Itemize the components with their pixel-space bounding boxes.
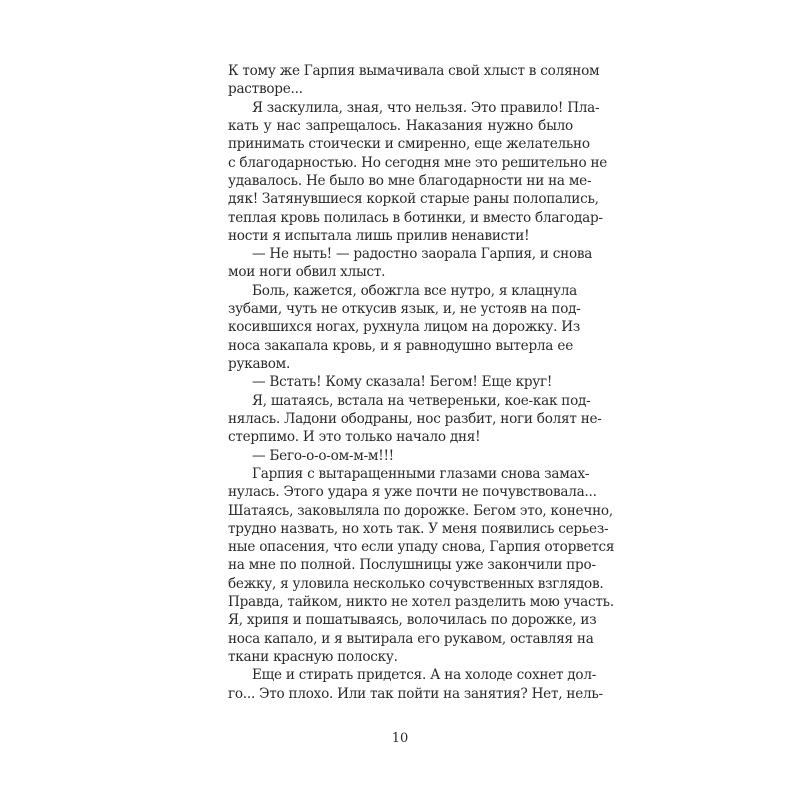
text-line: зубами, чуть не откусив язык, и, не устояв на под- bbox=[228, 301, 581, 318]
text-line: теплая кровь полилась в ботинки, и вместо благодар- bbox=[228, 209, 603, 226]
text-line: нулась. Этого удара я уже почти не почувствовала... bbox=[228, 484, 597, 501]
text-line: Я, шатаясь, встала на четвереньки, кое-как под- bbox=[252, 392, 591, 409]
text-line: Боль, кажется, обожгла все нутро, я клацнула bbox=[252, 282, 578, 299]
text-line: — Бего-о-о-ом-м-м!!! bbox=[252, 447, 394, 464]
text-line: мои ноги обвил хлыст. bbox=[228, 264, 386, 281]
text-line: Правда, тайком, никто не хотел разделить мою участь. bbox=[228, 594, 614, 611]
text-line: нялась. Ладони ободраны, нос разбит, ноги болят не- bbox=[228, 410, 602, 427]
text-line: го... Это плохо. Или так пойти на занятия? Нет, нель- bbox=[228, 685, 603, 702]
text-line: дяк! Затянувшиеся коркой старые раны полопались, bbox=[228, 191, 599, 208]
text-line: косившихся ногах, рухнула лицом на дорожку. Из bbox=[228, 319, 581, 336]
text-line: бежку, я уловила несколько сочувственных взглядов. bbox=[228, 575, 604, 592]
text-line: на мне по полной. Послушницы уже закончили про- bbox=[228, 557, 596, 574]
text-line: кать у нас запрещалось. Наказания нужно было bbox=[228, 117, 573, 134]
text-line: Гарпия с вытаращенными глазами снова замах- bbox=[252, 465, 590, 482]
text-line: растворе... bbox=[228, 81, 303, 98]
text-line: трудно назвать, но хоть так. У меня появились серьез- bbox=[228, 520, 609, 537]
text-line: удавалось. Не было во мне благодарности ни на ме- bbox=[228, 172, 592, 189]
text-line: — Не ныть! — радостно заорала Гарпия, и снова bbox=[252, 246, 593, 263]
text-line: Я, хрипя и пошатываясь, волочилась по дорожке, из bbox=[228, 612, 597, 629]
text-line: ные опасения, что если упаду снова, Гарпия оторвется bbox=[228, 539, 615, 556]
text-line: носа капало, и я вытирала его рукавом, оставляя на bbox=[228, 630, 594, 647]
page-text bbox=[228, 62, 615, 703]
text-line: принимать стоически и смиренно, еще желательно bbox=[228, 136, 590, 153]
text-line: Еще и стирать придется. А на холоде сохнет дол- bbox=[252, 667, 597, 684]
text-line: — Встать! Кому сказала! Бегом! Еще круг! bbox=[252, 374, 553, 391]
text-line: К тому же Гарпия вымачивала свой хлыст в соляном bbox=[228, 63, 600, 79]
text-line: ткани красную полоску. bbox=[228, 649, 398, 665]
page-number: 10 bbox=[391, 731, 409, 746]
text-line: стерпимо. И это только начало дня! bbox=[228, 429, 481, 446]
text-line: ности я испытала лишь прилив ненависти! bbox=[228, 227, 530, 244]
text-line: с благодарностью. Но сегодня мне это решительно не bbox=[228, 154, 608, 171]
text-line: носа закапала кровь, и я равнодушно вытерла ее bbox=[228, 337, 573, 354]
text-line: Я заскулила, зная, что нельзя. Это правило! Пла- bbox=[252, 99, 600, 116]
text-line: Шатаясь, заковыляла по дорожке. Бегом это, конечно, bbox=[228, 502, 613, 519]
text-line: рукавом. bbox=[228, 356, 291, 372]
